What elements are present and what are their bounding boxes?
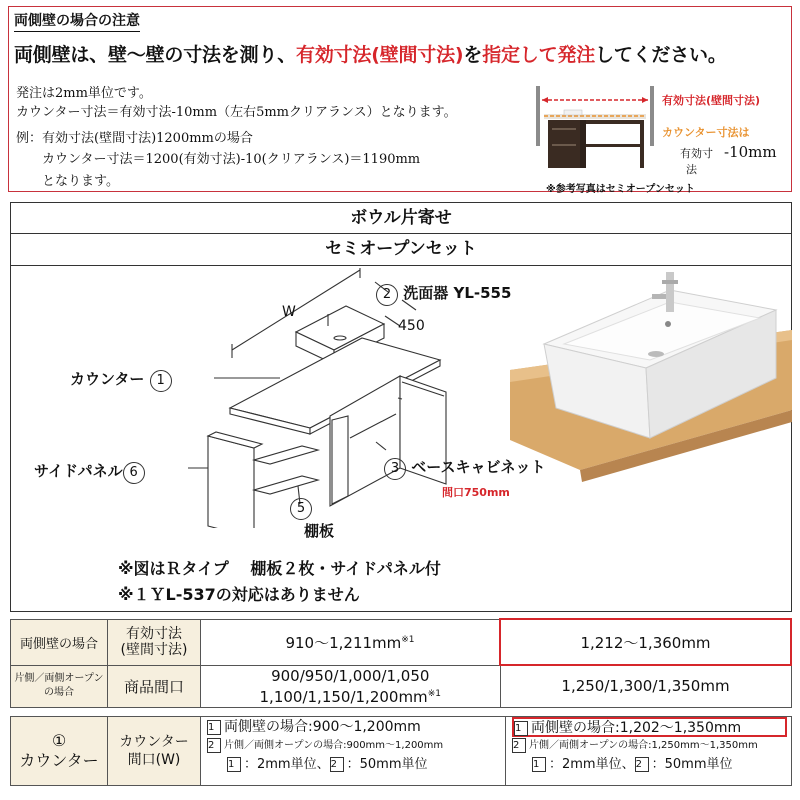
basin-photo	[500, 260, 792, 490]
product-header-1: ボウル片寄せ	[10, 202, 792, 234]
table-row	[11, 665, 792, 707]
table-cell: 1,212〜1,360mm	[500, 619, 791, 665]
part-6-label: サイドパネル 6	[34, 460, 145, 484]
table-cell: ① カウンター	[11, 717, 108, 786]
photo-label-counter-2a: 有効寸	[680, 147, 713, 160]
table-cell: 1 両側壁の場合:1,202〜1,350mm 2 片側／両側オープンの場合:1,250mm〜1,350mm 1 ：2mm単位、2 ：50mm単位	[506, 717, 792, 786]
table-cell: 1 両側壁の場合:900〜1,200mm 2 片側／両側オープンの場合:900mm〜1,200mm 1 ：2mm単位、2 ：50mm単位	[201, 717, 506, 786]
product-note-1: ※図はＲタイプ 棚板２枚・サイドパネル付	[118, 559, 441, 578]
table-cell: 1,250/1,300/1,350mm	[500, 665, 791, 707]
notice-lead: 両側壁は、壁〜壁の寸法を測り、有効寸法(壁間寸法)を指定して発注してください。	[14, 44, 727, 66]
part-3-width: 間口750mm	[442, 486, 510, 499]
dim-450: 450	[398, 318, 425, 334]
part-5-label: 棚板	[304, 522, 335, 540]
table-cell: 商品間口	[108, 665, 201, 707]
table-row	[11, 717, 792, 786]
table-cell: 910〜$1,211mm^{※1}$	[201, 619, 501, 665]
table-cell: 有効寸法 (壁間寸法)	[108, 619, 201, 665]
dim-w: W	[282, 304, 296, 320]
photo-caption: ※参考写真はセミオープンセット	[546, 184, 695, 195]
photo-label-counter-2b: 法	[686, 163, 697, 176]
part-5-number: 5	[290, 498, 312, 520]
notice-title: 両側壁の場合の注意	[14, 10, 140, 32]
table-cell: 片側／両側オープン の場合	[11, 665, 108, 707]
part-3-label: 3 ベースキャビネット	[384, 456, 546, 480]
counter-table	[10, 716, 792, 786]
product-note-2: ※１ＹL-537の対応はありません	[118, 585, 360, 604]
reference-photo-diagram	[530, 86, 660, 182]
table-row	[11, 619, 792, 665]
photo-label-counter: カウンター寸法は	[662, 126, 750, 139]
table-cell: 両側壁の場合	[11, 619, 108, 665]
table-cell: 900/950/1,000/1,050 $1,100/1,150/1,200mm^{※1}$	[201, 665, 501, 707]
table-cell: カウンター 間口(W)	[108, 717, 201, 786]
part-1-label: カウンター 1	[70, 368, 172, 392]
product-header-2: セミオープンセット	[10, 234, 792, 266]
notice-line-2: カウンター寸法＝有効寸法-10mm（左右5mmクリアランス）となります。	[16, 105, 457, 120]
notice-line-5: となります。	[42, 174, 119, 189]
notice-line-1: 発注は2mm単位です。	[16, 86, 152, 101]
photo-label-effective: 有効寸法(壁間寸法)	[662, 94, 761, 107]
notice-line-3: 例：有効寸法(壁間寸法)1200mmの場合	[16, 131, 253, 146]
notice-line-4: カウンター寸法＝1200(有効寸法)-10(クリアランス)＝1190mm	[42, 152, 421, 167]
size-table	[10, 618, 792, 708]
vanity-line-drawing	[170, 268, 470, 528]
part-2-label: 2 洗面器 YL-555	[376, 282, 511, 306]
photo-label-minus: -10mm	[724, 143, 777, 161]
